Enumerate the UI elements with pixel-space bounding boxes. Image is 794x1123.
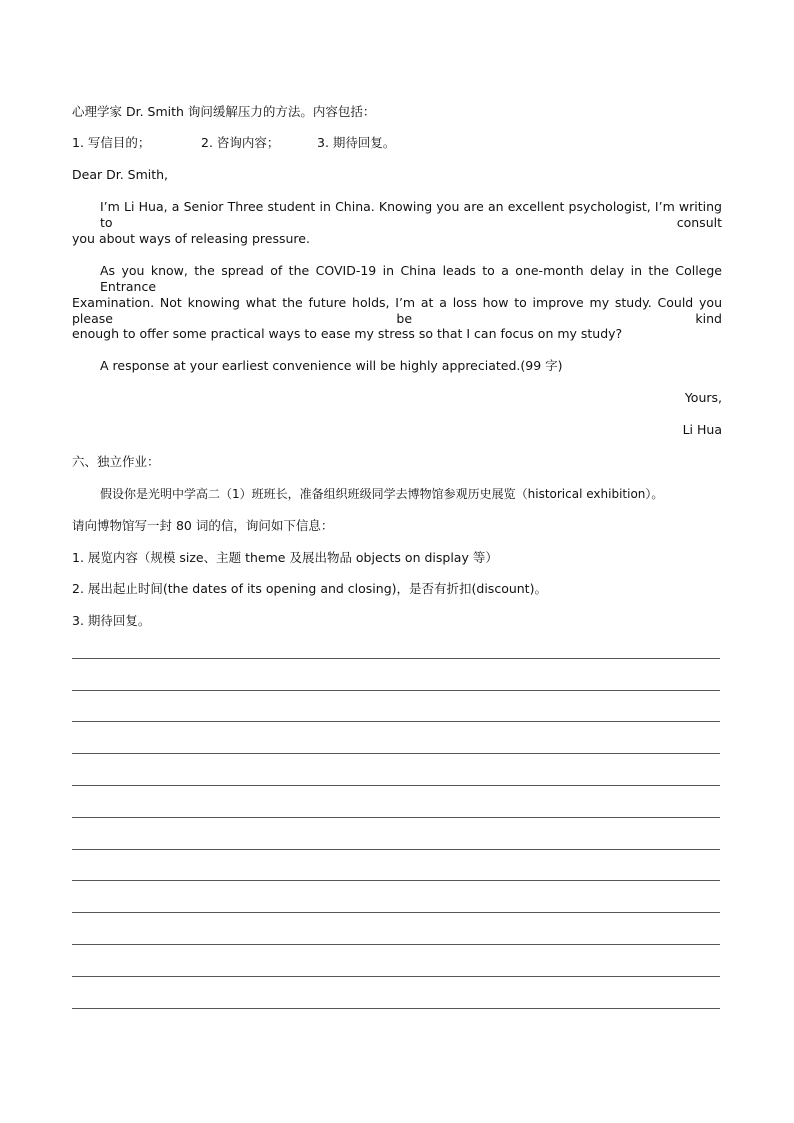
section-item-2: 2. 展出起止时间(the dates of its opening and closing)，是否有折扣(discount)。 (72, 581, 547, 596)
letter-salutation: Dear Dr. Smith, (72, 167, 169, 182)
letter-paragraph-2-line-1: As you know, the spread of the COVID-19 in China leads to a one-month delay in the College Entrance (100, 263, 722, 294)
section-instruction-line-2: 请向博物馆写一封 80 词的信，询问如下信息： (72, 518, 334, 533)
writing-line[interactable] (72, 849, 720, 850)
task-points (72, 135, 722, 151)
task-point-1: 1. 写信目的； (72, 135, 151, 150)
writing-line[interactable] (72, 658, 720, 659)
letter-signature: Li Hua (682, 422, 722, 437)
document-page (72, 0, 722, 1123)
writing-line[interactable] (72, 976, 720, 977)
writing-line[interactable] (72, 690, 720, 691)
section-heading: 六、独立作业： (72, 454, 160, 469)
section-item-3: 3. 期待回复。 (72, 613, 151, 628)
writing-line[interactable] (72, 817, 720, 818)
writing-line[interactable] (72, 721, 720, 722)
section-instruction-line-1: 假设你是光明中学高二（1）班班长，准备组织班级同学去博物馆参观历史展览（historical exhibition）。 (100, 487, 664, 501)
letter-paragraph-1-line-1: I’m Li Hua, a Senior Three student in China. Knowing you are an excellent psychologist, I’m writing to consult (100, 199, 722, 230)
letter-paragraph-2-line-2: Examination. Not knowing what the future holds, I’m at a loss how to improve my study. Could you please be kind (72, 295, 722, 326)
task-prompt: 心理学家 Dr. Smith 询问缓解压力的方法。内容包括： (72, 104, 376, 119)
task-point-3: 3. 期待回复。 (317, 135, 396, 150)
letter-paragraph-3: A response at your earliest convenience will be highly appreciated.(99 字) (100, 358, 563, 373)
letter-paragraph-1-line-2: you about ways of releasing pressure. (72, 231, 310, 246)
writing-line[interactable] (72, 785, 720, 786)
writing-line[interactable] (72, 944, 720, 945)
letter-closing: Yours, (684, 390, 722, 405)
writing-line[interactable] (72, 753, 720, 754)
task-point-2: 2. 咨询内容； (201, 135, 280, 150)
section-item-1: 1. 展览内容（规模 size、主题 theme 及展出物品 objects on display 等） (72, 550, 498, 565)
writing-line[interactable] (72, 912, 720, 913)
writing-line[interactable] (72, 880, 720, 881)
writing-line[interactable] (72, 1008, 720, 1009)
letter-paragraph-2-line-3: enough to offer some practical ways to ease my stress so that I can focus on my study? (72, 326, 623, 341)
